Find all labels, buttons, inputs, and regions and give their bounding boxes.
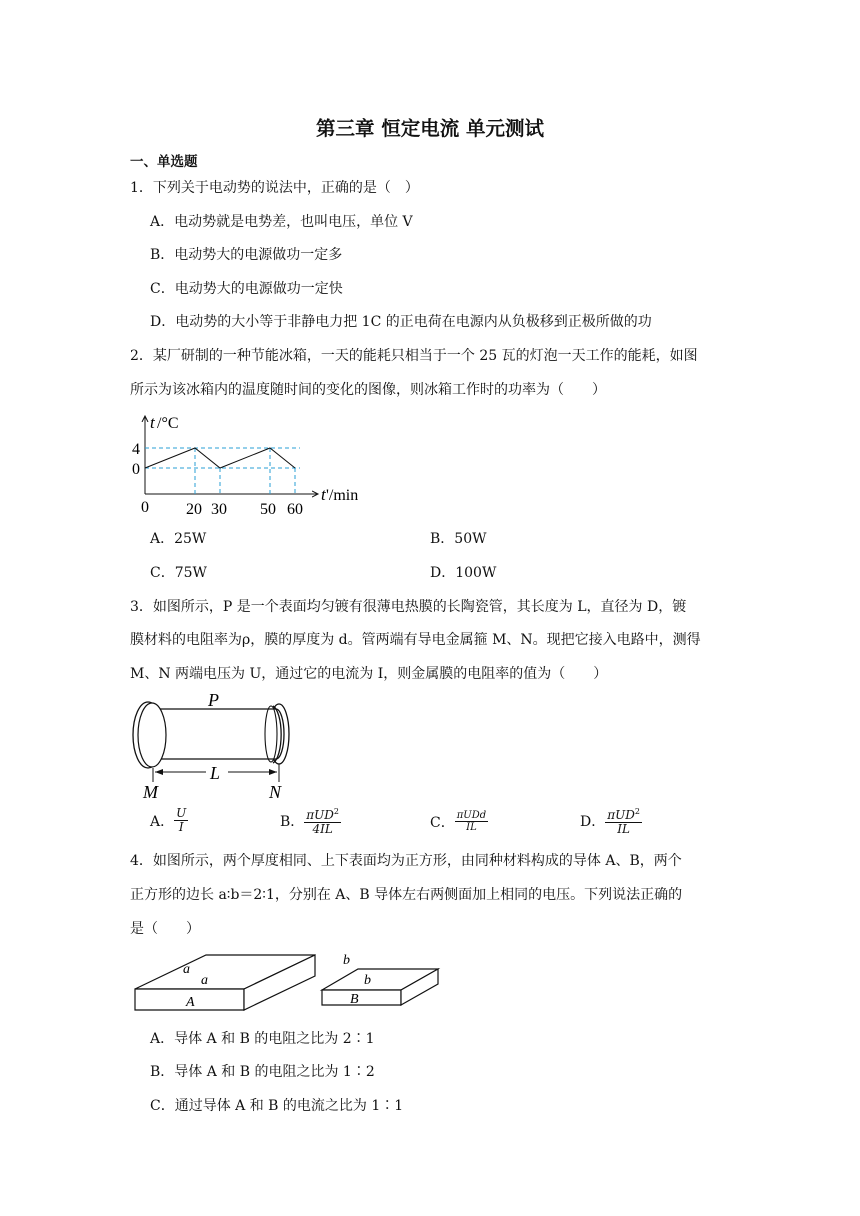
q3-option-a [150, 807, 188, 834]
q3-b-numerator: πUD [306, 808, 334, 822]
question-3-stem-line3: M、N 两端电压为 U，通过它的电流为 I，则金属膜的电阻率的值为（ ） [130, 666, 608, 682]
q1-option-d: D．电动势的大小等于非静电力把 1C 的正电荷在电源内从负极移到正极所做的功 [150, 314, 652, 330]
q3-option-d-label: D． [580, 813, 606, 830]
q3-option-c-label: C． [430, 814, 455, 831]
q2-option-b: B．50W [430, 531, 487, 547]
temperature-time-graph [128, 408, 388, 520]
question-3-stem-line1: 3．如图所示，P 是一个表面均匀镀有很薄电热膜的长陶瓷管，其长度为 L，直径为 D，镀 [130, 599, 687, 615]
label-n: N [269, 782, 282, 802]
section-heading: 一、单选题 [130, 154, 198, 170]
x-tick-30: 30 [211, 501, 227, 518]
x-tick-20: 20 [186, 501, 202, 518]
q4-option-b: B．导体 A 和 B 的电阻之比为 1∶2 [150, 1064, 375, 1080]
q3-d-numerator: πUD [607, 808, 635, 822]
q2-option-d: D．100W [430, 565, 497, 581]
question-2-stem-line1: 2．某厂研制的一种节能冰箱，一天的能耗只相当于一个 25 瓦的灯泡一天工作的能耗，如图 [130, 348, 698, 364]
q3-a-denominator: I [178, 820, 184, 834]
q1-option-c: C．电动势大的电源做功一定快 [150, 281, 343, 297]
x-tick-0: 0 [141, 499, 149, 516]
y-axis-label-t: t [150, 413, 155, 432]
question-3-stem-line2: 膜材料的电阻率为ρ，膜的厚度为 d。管两端有导电金属箍 M、N。现把它接入电路中，测得 [130, 632, 701, 648]
conductor-b [322, 969, 438, 1005]
question-4-stem-line3: 是（ ） [130, 921, 200, 937]
label-p: P [208, 690, 219, 710]
ceramic-tube-figure [128, 690, 303, 805]
q3-option-b-label: B． [280, 813, 305, 830]
y-axis-label-unit: /°C [157, 415, 179, 432]
q3-c-denominator: IL [466, 822, 477, 833]
q3-d-denominator: IL [617, 822, 630, 836]
x-tick-60: 60 [287, 501, 303, 518]
q1-option-b: B．电动势大的电源做功一定多 [150, 247, 343, 263]
q2-option-a: A．25W [150, 531, 207, 547]
x-tick-50: 50 [260, 501, 276, 518]
q4-option-c: C．通过导体 A 和 B 的电流之比为 1∶1 [150, 1098, 404, 1114]
dashed-guides [145, 448, 300, 494]
y-tick-4: 4 [132, 441, 140, 458]
label-l: L [210, 763, 221, 783]
y-tick-0: 0 [132, 461, 140, 478]
label-a-top: a [183, 962, 190, 977]
q3-option-a-label: A． [150, 813, 175, 830]
x-axis-label-unit: '/min [326, 487, 359, 504]
label-b-side: b [364, 973, 371, 988]
q3-d-exponent: 2 [634, 807, 640, 816]
temperature-curve [145, 448, 295, 468]
q3-a-numerator: U [176, 806, 187, 820]
q3-option-c [430, 810, 488, 833]
q3-c-numerator: πUDd [456, 810, 487, 821]
label-m: M [143, 782, 158, 802]
label-a-side: a [201, 973, 208, 988]
x-axis-label-t: t [321, 485, 326, 504]
q4-option-a: A．导体 A 和 B 的电阻之比为 2∶1 [150, 1031, 375, 1047]
q3-option-d [580, 805, 642, 836]
q1-option-a: A．电动势就是电势差，也叫电压，单位 V [150, 214, 413, 230]
page-title: 第三章 恒定电流 单元测试 [315, 117, 545, 140]
q2-option-c: C．75W [150, 565, 207, 581]
question-4-stem-line2: 正方形的边长 a∶b＝2∶1，分别在 A、B 导体左右两侧面加上相同的电压。下列说法正确的 [130, 887, 683, 903]
question-4-stem-line1: 4．如图所示，两个厚度相同、上下表面均为正方形，由同种材料构成的导体 A、B，两个 [130, 853, 682, 869]
conductor-a [135, 955, 315, 1010]
label-B: B [350, 992, 359, 1007]
q3-b-denominator: 4IL [312, 822, 333, 836]
question-1-stem: 1．下列关于电动势的说法中，正确的是（ ） [130, 180, 419, 196]
label-b-top: b [343, 953, 350, 968]
conductor-blocks-figure [128, 952, 448, 1016]
q3-b-exponent: 2 [333, 807, 340, 816]
question-2-stem-line2: 所示为该冰箱内的温度随时间的变化的图像，则冰箱工作时的功率为（ ） [130, 382, 606, 398]
q3-option-b [280, 805, 341, 836]
label-A: A [186, 995, 195, 1010]
